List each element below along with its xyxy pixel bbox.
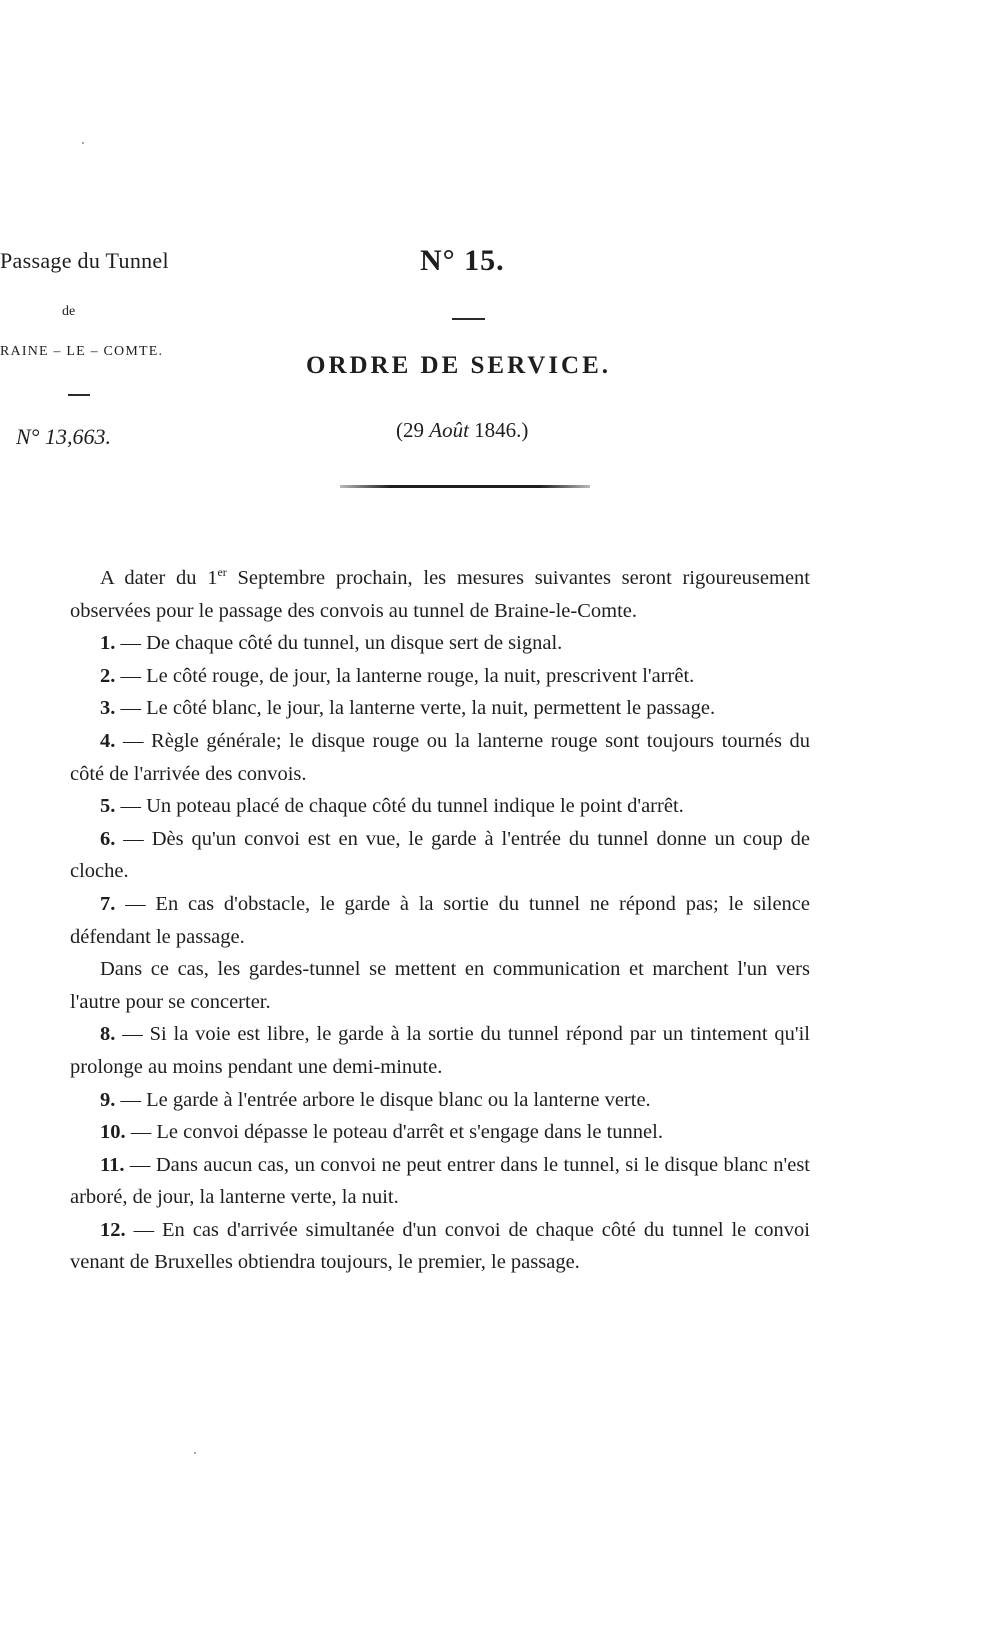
order-number: N° 15. [420, 244, 505, 277]
rule-paragraph [70, 725, 810, 790]
rule-paragraph [70, 627, 810, 660]
rule-paragraph [70, 1149, 810, 1214]
date-close: 1846.) [468, 418, 529, 442]
rule-number: 4. [100, 729, 116, 752]
margin-note-line-3: RAINE – LE – COMTE. [0, 344, 164, 359]
rule-text: Dans ce cas, les gardes-tunnel se mettent en communication et marchent l'un vers l'autre pour se concerter. [70, 958, 810, 1013]
rule-paragraph [70, 692, 810, 725]
rule-number: 2. [100, 664, 116, 687]
rule-number: 9. [100, 1088, 116, 1111]
rule-paragraph [70, 953, 810, 1018]
intro-paragraph [70, 562, 810, 627]
margin-note-line-2: de [62, 304, 76, 319]
rule-paragraph [70, 1214, 810, 1279]
intro-text-b: Septembre prochain, les mesures suivantes seront rigoureusement observées pour le passage des convois au tunnel de Braine-le-Comte. [70, 567, 810, 622]
rule-text: — En cas d'obstacle, le garde à la sortie du tunnel ne répond pas; le silence défendant le passage. [70, 892, 810, 948]
rule-text: — Si la voie est libre, le garde à la sortie du tunnel répond par un tintement qu'il prolonge au moins pendant une demi-minute. [70, 1023, 810, 1078]
date-open: (29 [396, 418, 430, 442]
rule-number: 5. [100, 795, 116, 818]
rule-number: 10. [100, 1121, 126, 1144]
intro-text-a: A dater du 1 [100, 567, 218, 589]
rule-number: 12. [100, 1218, 126, 1241]
rule-text: — En cas d'arrivée simultanée d'un convoi de chaque côté du tunnel le convoi venant de Bruxelles obtiendra toujours, le premier, le passage. [70, 1218, 810, 1274]
order-body [70, 562, 810, 1279]
rule-text: — Le côté rouge, de jour, la lanterne rouge, la nuit, prescrivent l'arrêt. [115, 664, 695, 687]
margin-note-reference: N° 13,663. [16, 424, 111, 449]
rule-text: — Dans aucun cas, un convoi ne peut entrer dans le tunnel, si le disque blanc n'est arboré, de jour, la lanterne verte, la nuit. [70, 1153, 810, 1209]
rule-paragraph [70, 790, 810, 823]
rule-text: — Règle générale; le disque rouge ou la lanterne rouge sont toujours tournés du côté de l'arrivée des convois. [70, 729, 810, 785]
order-date [396, 418, 528, 443]
margin-note-line-1: Passage du Tunnel [0, 248, 169, 273]
rule-paragraph [70, 823, 810, 888]
intro-superscript: er [217, 565, 227, 580]
paper-speck [82, 142, 84, 144]
rule-text: — Dès qu'un convoi est en vue, le garde à l'entrée du tunnel donne un coup de cloche. [70, 827, 810, 883]
rule-paragraph [70, 1018, 810, 1083]
rule-text: — De chaque côté du tunnel, un disque sert de signal. [115, 632, 563, 655]
rule-number: 1. [100, 632, 116, 655]
paper-speck [194, 1452, 196, 1454]
rule-text: — Le côté blanc, le jour, la lanterne verte, la nuit, permettent le passage. [115, 697, 716, 720]
rule-number: 7. [100, 892, 116, 915]
rule-number: 8. [100, 1023, 116, 1046]
rule-paragraph [70, 1084, 810, 1117]
date-month: Août [429, 418, 469, 442]
page-title: ORDRE DE SERVICE. [306, 352, 612, 379]
rule-paragraph [70, 660, 810, 693]
rules-list [70, 627, 810, 1279]
number-divider [452, 318, 485, 320]
rule-paragraph [70, 888, 810, 953]
rule-text: — Le convoi dépasse le poteau d'arrêt et s'engage dans le tunnel. [125, 1121, 663, 1144]
margin-note-divider [68, 394, 90, 396]
rule-text: — Le garde à l'entrée arbore le disque blanc ou la lanterne verte. [115, 1088, 651, 1111]
header-rule [340, 485, 590, 488]
rule-text: — Un poteau placé de chaque côté du tunnel indique le point d'arrêt. [115, 795, 684, 818]
rule-number: 6. [100, 827, 116, 850]
rule-number: 11. [100, 1153, 125, 1176]
rule-paragraph [70, 1116, 810, 1149]
rule-number: 3. [100, 697, 116, 720]
